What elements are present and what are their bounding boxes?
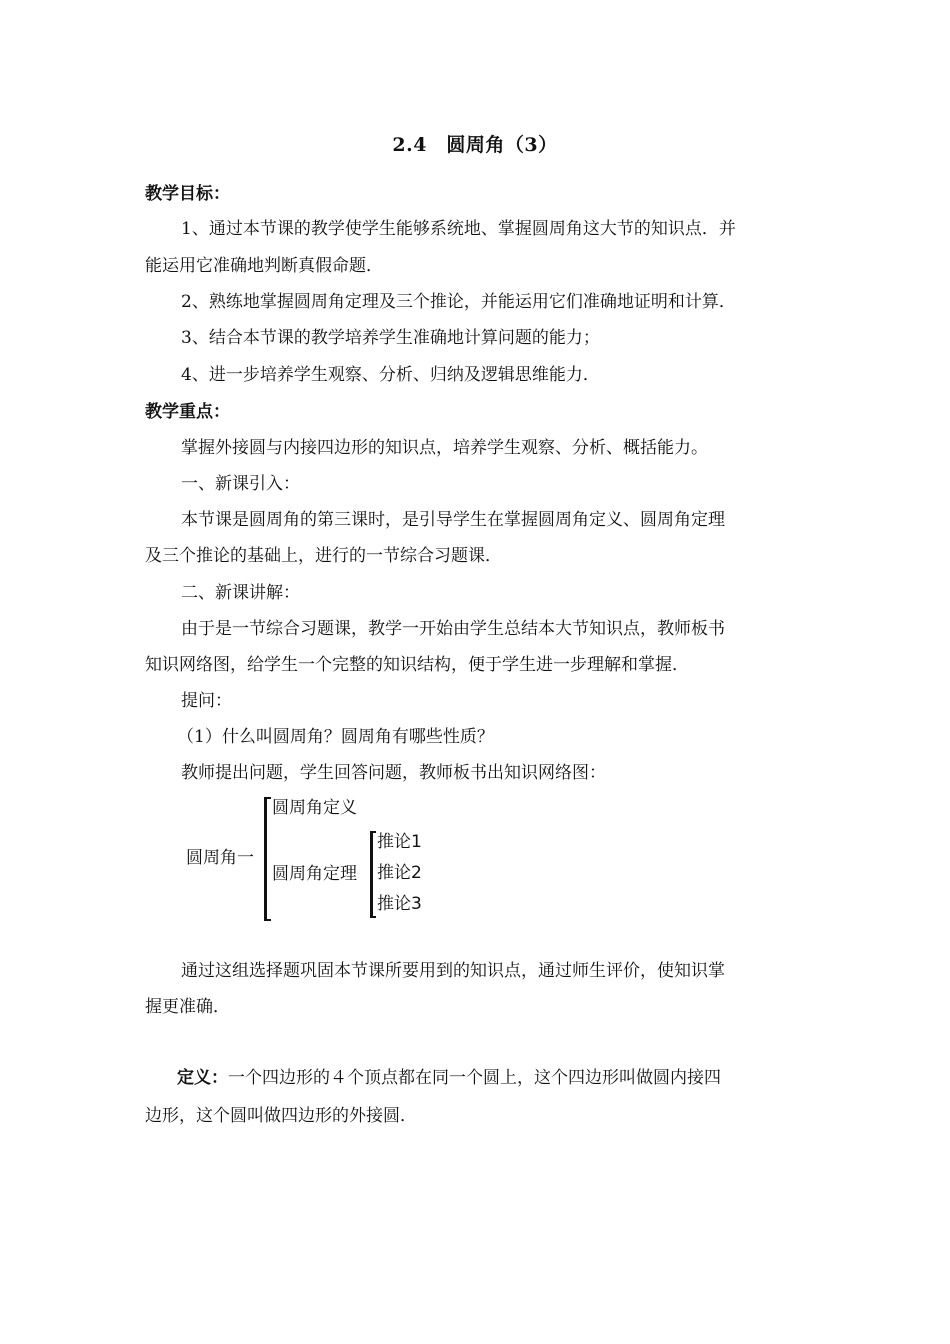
definition-label: 定义： <box>177 1068 228 1088</box>
key-points-heading: 教学重点： <box>145 402 230 422</box>
lecture-line: 知识网络图，给学生一个完整的知识结构，便于学生进一步理解和掌握． <box>145 655 689 675</box>
sub-bracket <box>370 831 373 918</box>
diagram-corollary: 推论2 <box>377 863 422 883</box>
key-points-text: 掌握外接圆与内接四边形的知识点，培养学生观察、分析、概括能力。 <box>181 438 708 458</box>
diagram-root: 圆周角一 <box>186 848 254 868</box>
objective-line: 1、通过本节课的教学使学生能够系统地、掌握圆周角这大节的知识点．并 <box>181 219 736 239</box>
teacher-line: 教师提出问题，学生回答问题，教师板书出知识网络图： <box>181 763 606 783</box>
diagram-corollary: 推论1 <box>377 832 422 852</box>
after-diagram-line: 通过这组选择题巩固本节课所要用到的知识点，通过师生评价，使知识掌 <box>181 961 725 981</box>
diagram-corollary: 推论3 <box>377 894 422 914</box>
lecture-heading: 二、新课讲解： <box>181 583 300 603</box>
diagram-definition: 圆周角定义 <box>272 798 357 818</box>
objective-line: 2、熟练地掌握圆周角定理及三个推论，并能运用它们准确地证明和计算． <box>181 292 736 312</box>
objective-line: 3、结合本节课的教学培养学生准确地计算问题的能力； <box>181 328 600 348</box>
objective-line: 4、进一步培养学生观察、分析、归纳及逻辑思维能力． <box>181 365 600 385</box>
after-diagram-line: 握更准确． <box>145 997 230 1017</box>
definition-paragraph <box>177 1067 721 1089</box>
main-bracket <box>264 797 267 921</box>
intro-line: 及三个推论的基础上，进行的一节综合习题课． <box>145 546 502 566</box>
definition-text: 一个四边形的４个顶点都在同一个圆上，这个四边形叫做圆内接四 <box>228 1068 721 1088</box>
lecture-line: 由于是一节综合习题课，教学一开始由学生总结本大节知识点，教师板书 <box>181 619 725 639</box>
intro-line: 本节课是圆周角的第三课时，是引导学生在掌握圆周角定义、圆周角定理 <box>181 510 725 530</box>
objectives-heading: 教学目标： <box>145 184 230 204</box>
intro-heading: 一、新课引入： <box>181 474 300 494</box>
main-bracket-bottom <box>264 919 271 921</box>
question-text: （1）什么叫圆周角？圆周角有哪些性质？ <box>177 727 494 747</box>
sub-bracket-top <box>370 831 376 833</box>
sub-bracket-bottom <box>370 916 376 918</box>
main-bracket-top <box>264 797 271 799</box>
page-title: 2.4 圆周角（3） <box>392 134 558 156</box>
question-label: 提问： <box>181 691 232 711</box>
objective-line: 能运用它准确地判断真假命题． <box>145 256 383 276</box>
definition-line: 边形，这个圆叫做四边形的外接圆． <box>145 1106 417 1126</box>
diagram-theorem: 圆周角定理 <box>272 864 357 884</box>
